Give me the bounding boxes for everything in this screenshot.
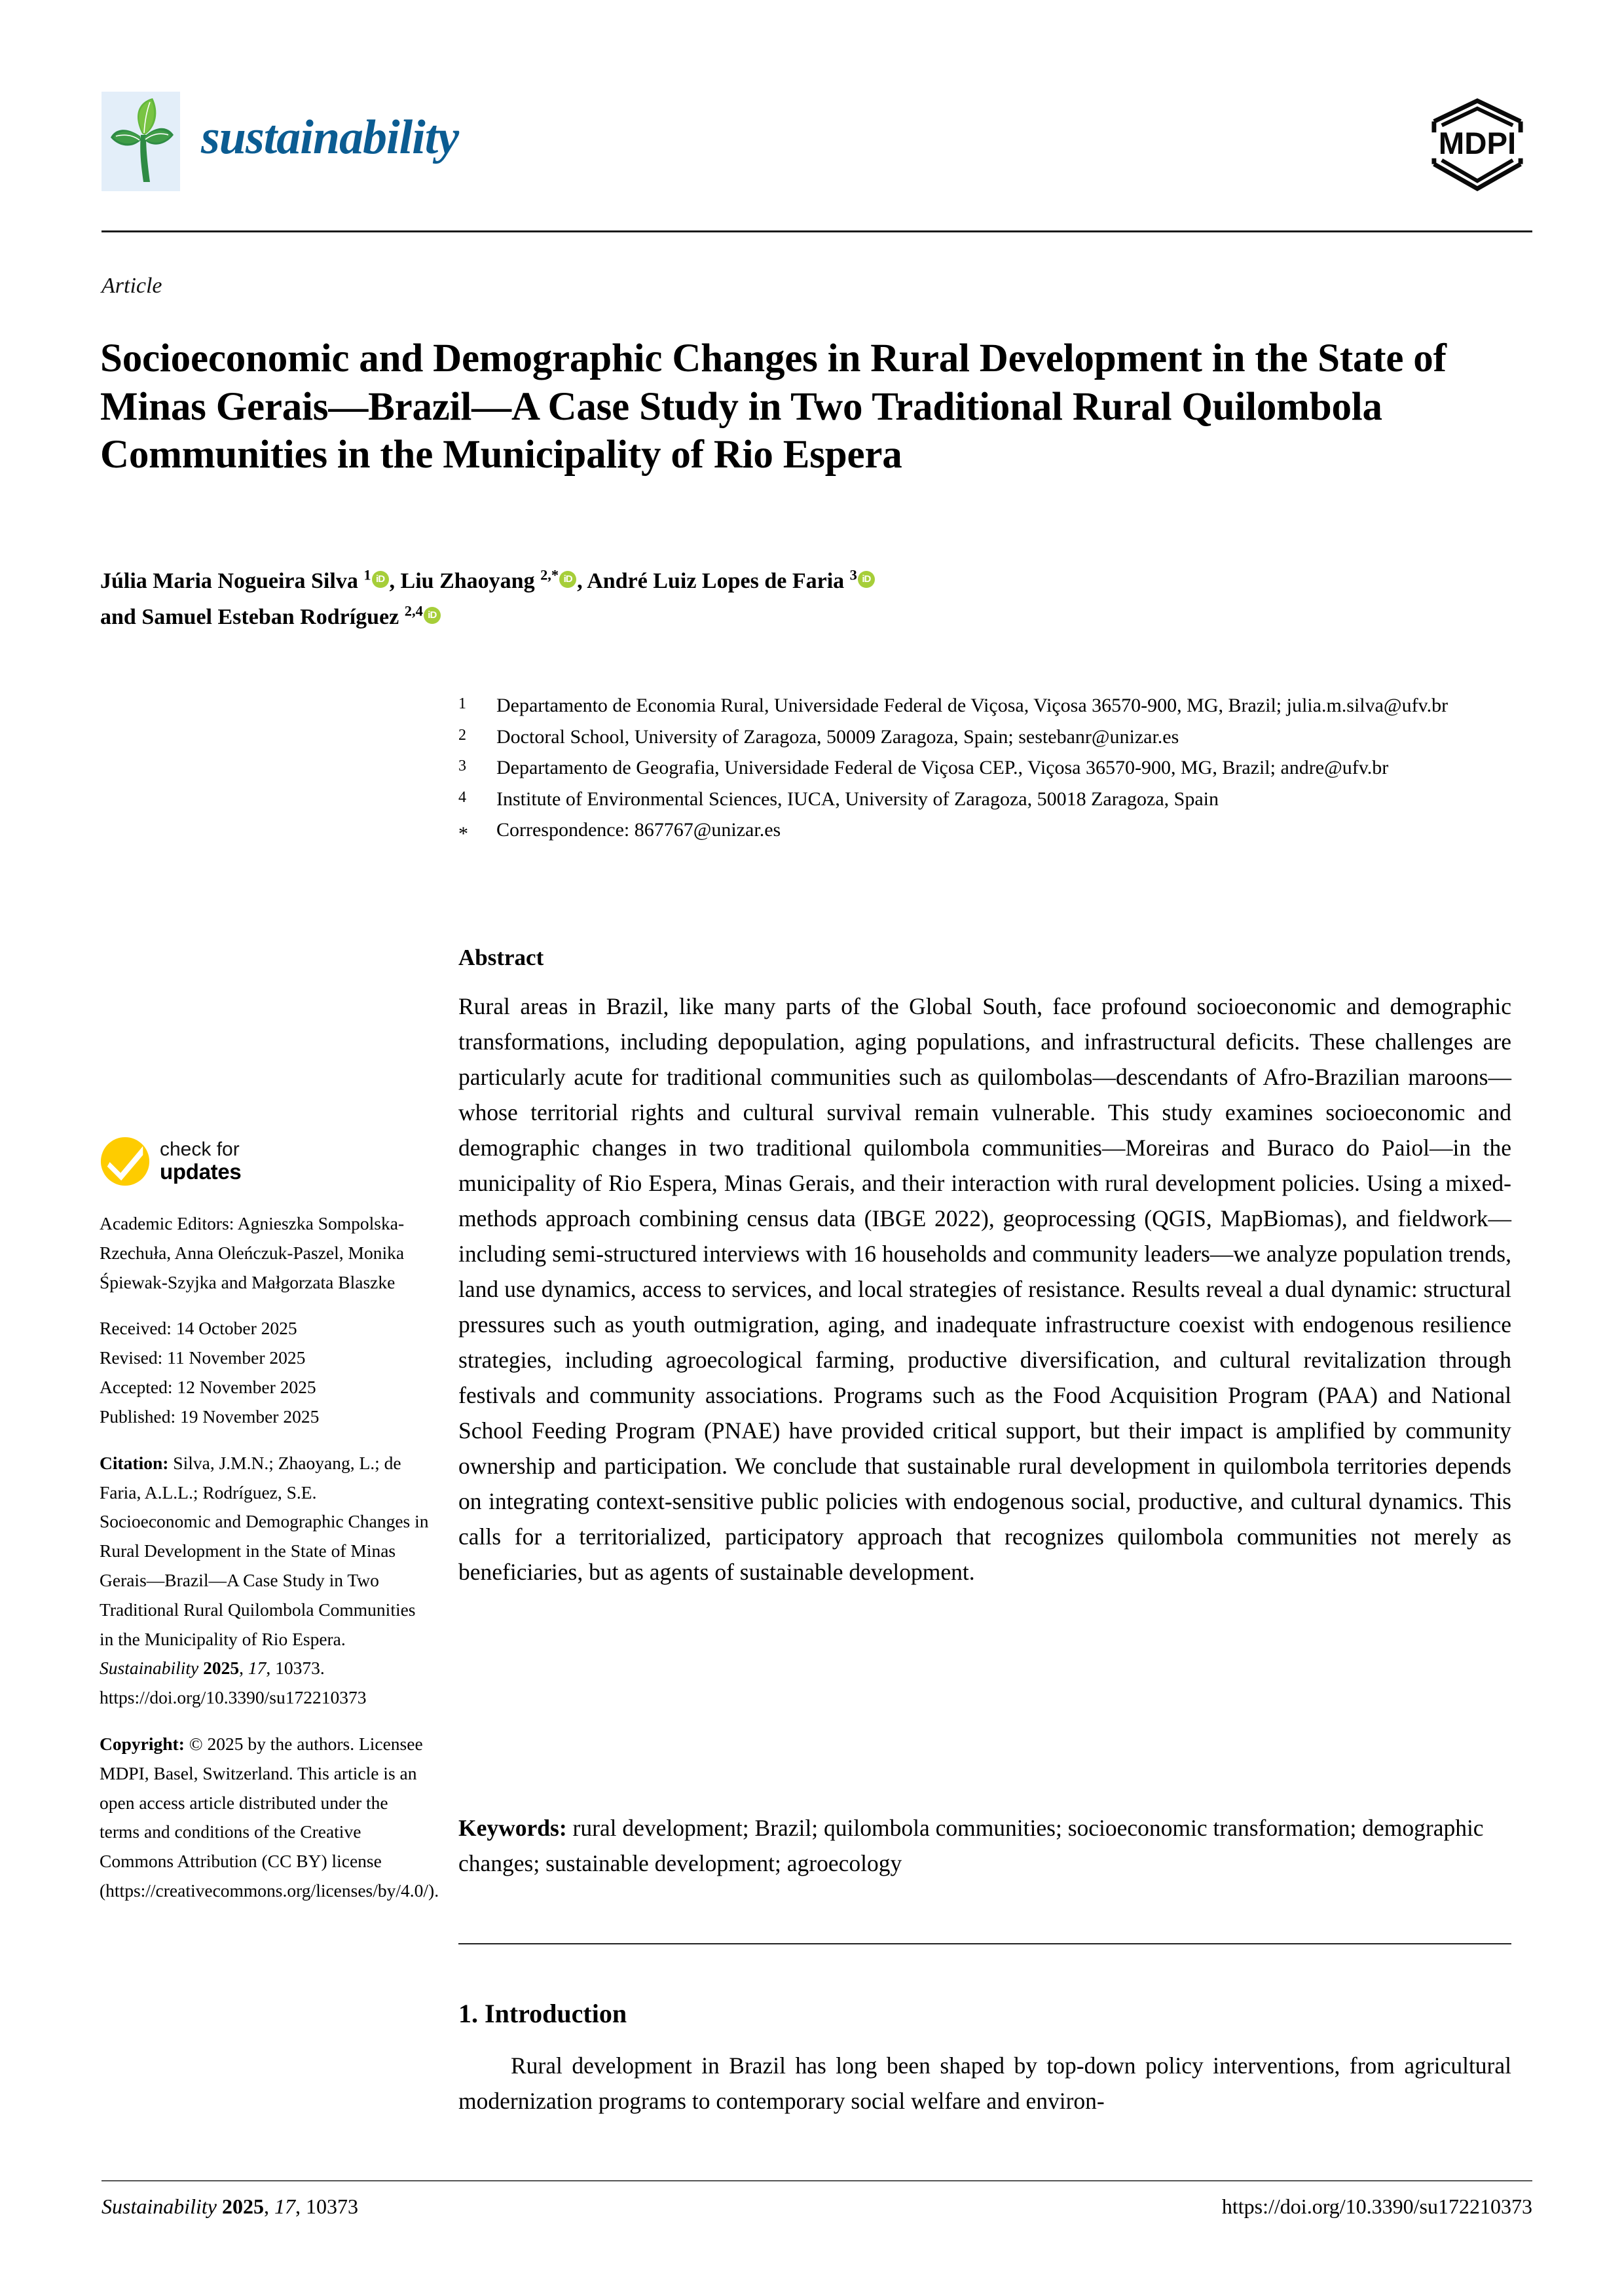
affiliation-text: Departamento de Economia Rural, Universidade Federal de Viçosa, Viçosa 36570-900, MG, Brazil; julia.m.silva@ufv.br	[496, 695, 1449, 716]
mdpi-wordmark: MDPI	[1438, 126, 1517, 161]
citation-journal: Sustainability	[100, 1658, 199, 1679]
sidebar	[100, 1136, 439, 1923]
cfu-line-2: updates	[160, 1159, 242, 1184]
citation-sep-2: ,	[239, 1658, 248, 1679]
journal-title: sustainability	[201, 111, 459, 164]
mdpi-logo	[1422, 97, 1532, 194]
affiliation-marker: 4	[458, 788, 466, 806]
abstract-text: Rural areas in Brazil, like many parts of the Global South, face profound socioeconomic and demographic transformations, including depopulation, aging populations, and infrastructural deficits. These challenges are particularly acute for traditional communities such as quilombolas—descendants of Afro-Brazilian maroons—whose territorial rights and cultural survival remain vulnerable. This study examines socioeconomic and demographic changes in two traditional quilombola communities—Moreiras and Buraco do Paiol—in the municipality of Rio Espera, Minas Gerais, and their interaction with rural development policies. Using a mixed-methods approach combining census data (IBGE 2022), geoprocessing (QGIS, MapBiomas), and fieldwork—including semi-structured interviews with 16 households and community leaders—we analyze population trends, land use dynamics, access to services, and local strategies of resistance. Results reveal a dual dynamic: structural pressures such as youth outmigration, aging, and inadequate infrastructure coexist with endogenous resilience strategies, including agroecological farming, productive diversification, and cultural revitalization through festivals and community associations. Programs such as the Food Acquisition Program (PAA) and National School Feeding Program (PNAE) have provided critical support, but their impact is amplified by community ownership and participation. We conclude that sustainable rural development in quilombola territories depends on integrating context-sensitive public policies with endogenous social, productive, and cultural dynamics. This calls for a territorialized, participatory approach that recognizes quilombola communities not merely as beneficiaries, but as agents of sustainable development.	[458, 993, 1511, 1586]
affiliation-marker: 2	[458, 726, 466, 744]
copyright-block	[100, 1730, 439, 1906]
footer-divider	[101, 2180, 1532, 2181]
keywords-block	[458, 1810, 1511, 1881]
affiliation-text: Doctoral School, University of Zaragoza, 50009 Zaragoza, Spain; sestebanr@unizar.es	[496, 725, 1179, 748]
citation-volume: 17	[248, 1658, 267, 1679]
section-divider	[458, 1943, 1511, 1944]
masthead	[101, 92, 1532, 183]
check-for-updates-badge[interactable]	[100, 1136, 430, 1187]
author-list	[100, 563, 1502, 635]
affiliation-list	[458, 691, 1506, 850]
correspondence-marker: *	[458, 823, 468, 845]
keywords-list: rural development; Brazil; quilombola communities; socioeconomic transformation; demographic changes; sustainable development; agroecology	[458, 1815, 1484, 1877]
affiliation-item	[458, 753, 1506, 783]
copyright-text: © 2025 by the authors. Licensee MDPI, Basel, Switzerland. This article is an open access article distributed under the terms and conditions of the Creative Commons Attribution (CC BY) license (https://creativecommons.org/licenses/by/4.0/).	[100, 1734, 439, 1901]
header-divider	[101, 230, 1532, 232]
affiliation-marker: 1	[458, 695, 466, 712]
journal-logo	[101, 92, 458, 191]
plant-leaf-icon	[101, 92, 180, 191]
date-received: Received: 14 October 2025	[100, 1318, 297, 1339]
date-published: Published: 19 November 2025	[100, 1406, 320, 1427]
affiliation-item	[458, 691, 1506, 721]
footer-journal: Sustainability	[101, 2195, 217, 2218]
affiliation-marker: 3	[458, 757, 466, 775]
publication-dates	[100, 1314, 430, 1431]
citation-doi-link[interactable]: https://doi.org/10.3390/su172210373	[100, 1687, 367, 1708]
academic-editors: Academic Editors: Agnieszka Sompolska-Rzechuła, Anna Oleńczuk-Paszel, Monika Śpiewak-Szyjka and Małgorzata Blaszke	[100, 1213, 405, 1292]
citation-sep-3: ,	[266, 1658, 276, 1679]
affiliation-item	[458, 722, 1506, 752]
citation-block	[100, 1449, 430, 1713]
citation-year: 2025	[203, 1658, 240, 1679]
affiliation-text: Departamento de Geografia, Universidade Federal de Viçosa CEP., Viçosa 36570-900, MG, Brazil; andre@ufv.br	[496, 757, 1389, 779]
footer-citation: Sustainability 2025, 17, 10373	[101, 2195, 358, 2218]
introduction-text: Rural development in Brazil has long been shaped by top-down policy interventions, from agricultural modernization programs to contemporary social welfare and environ-	[458, 2052, 1511, 2115]
footer-year: 2025	[222, 2195, 264, 2218]
footer-volume: 17	[274, 2195, 295, 2218]
article-type-label: Article	[101, 274, 162, 298]
author-line-2: and Samuel Esteban Rodríguez $^{2,4}$ iD	[100, 599, 1502, 635]
introduction-paragraph	[458, 2048, 1511, 2119]
citation-label: Citation:	[100, 1452, 169, 1473]
citation-text: Silva, J.M.N.; Zhaoyang, L.; de Faria, A.L.L.; Rodríguez, S.E. Socioeconomic and Demographic Changes in Rural Development in the State of Minas Gerais—Brazil—A Case Study in Two Traditional Rural Quilombola Communities in the Municipality of Rio Espera.	[100, 1452, 429, 1649]
affiliation-item	[458, 784, 1506, 814]
date-accepted: Accepted: 12 November 2025	[100, 1377, 316, 1398]
affiliation-item-correspondence	[458, 815, 1506, 849]
footer-doi[interactable]: https://doi.org/10.3390/su172210373	[1221, 2195, 1532, 2218]
leaf-svg	[104, 97, 177, 189]
correspondence-text: Correspondence: 867767@unizar.es	[496, 819, 781, 841]
checkmark-circle-icon	[100, 1136, 151, 1187]
abstract-heading: Abstract	[458, 945, 544, 970]
affiliation-text: Institute of Environmental Sciences, IUCA, University of Zaragoza, 50018 Zaragoza, Spain	[496, 788, 1219, 810]
citation-article-number: 10373.	[275, 1658, 325, 1679]
cfu-line-1: check for	[160, 1138, 240, 1160]
copyright-label: Copyright:	[100, 1734, 185, 1754]
keywords-label: Keywords:	[458, 1815, 567, 1841]
check-for-updates-label	[160, 1139, 241, 1185]
footer-article-number: 10373	[306, 2195, 358, 2218]
date-revised: Revised: 11 November 2025	[100, 1347, 306, 1368]
page-title: Socioeconomic and Demographic Changes in Rural Development in the State of Minas Gerais—Brazil—A Case Study in Two Traditional Rural Quilombola Communities in the Municipality of Rio Espera	[100, 336, 1447, 477]
author-line-1: Júlia Maria Nogueira Silva $^1$ iD , Liu Zhaoyang $^{2,*}$ iD , André Luiz Lopes de Faria $^3$ iD	[100, 563, 1502, 599]
introduction-heading: 1. Introduction	[458, 1999, 627, 2028]
